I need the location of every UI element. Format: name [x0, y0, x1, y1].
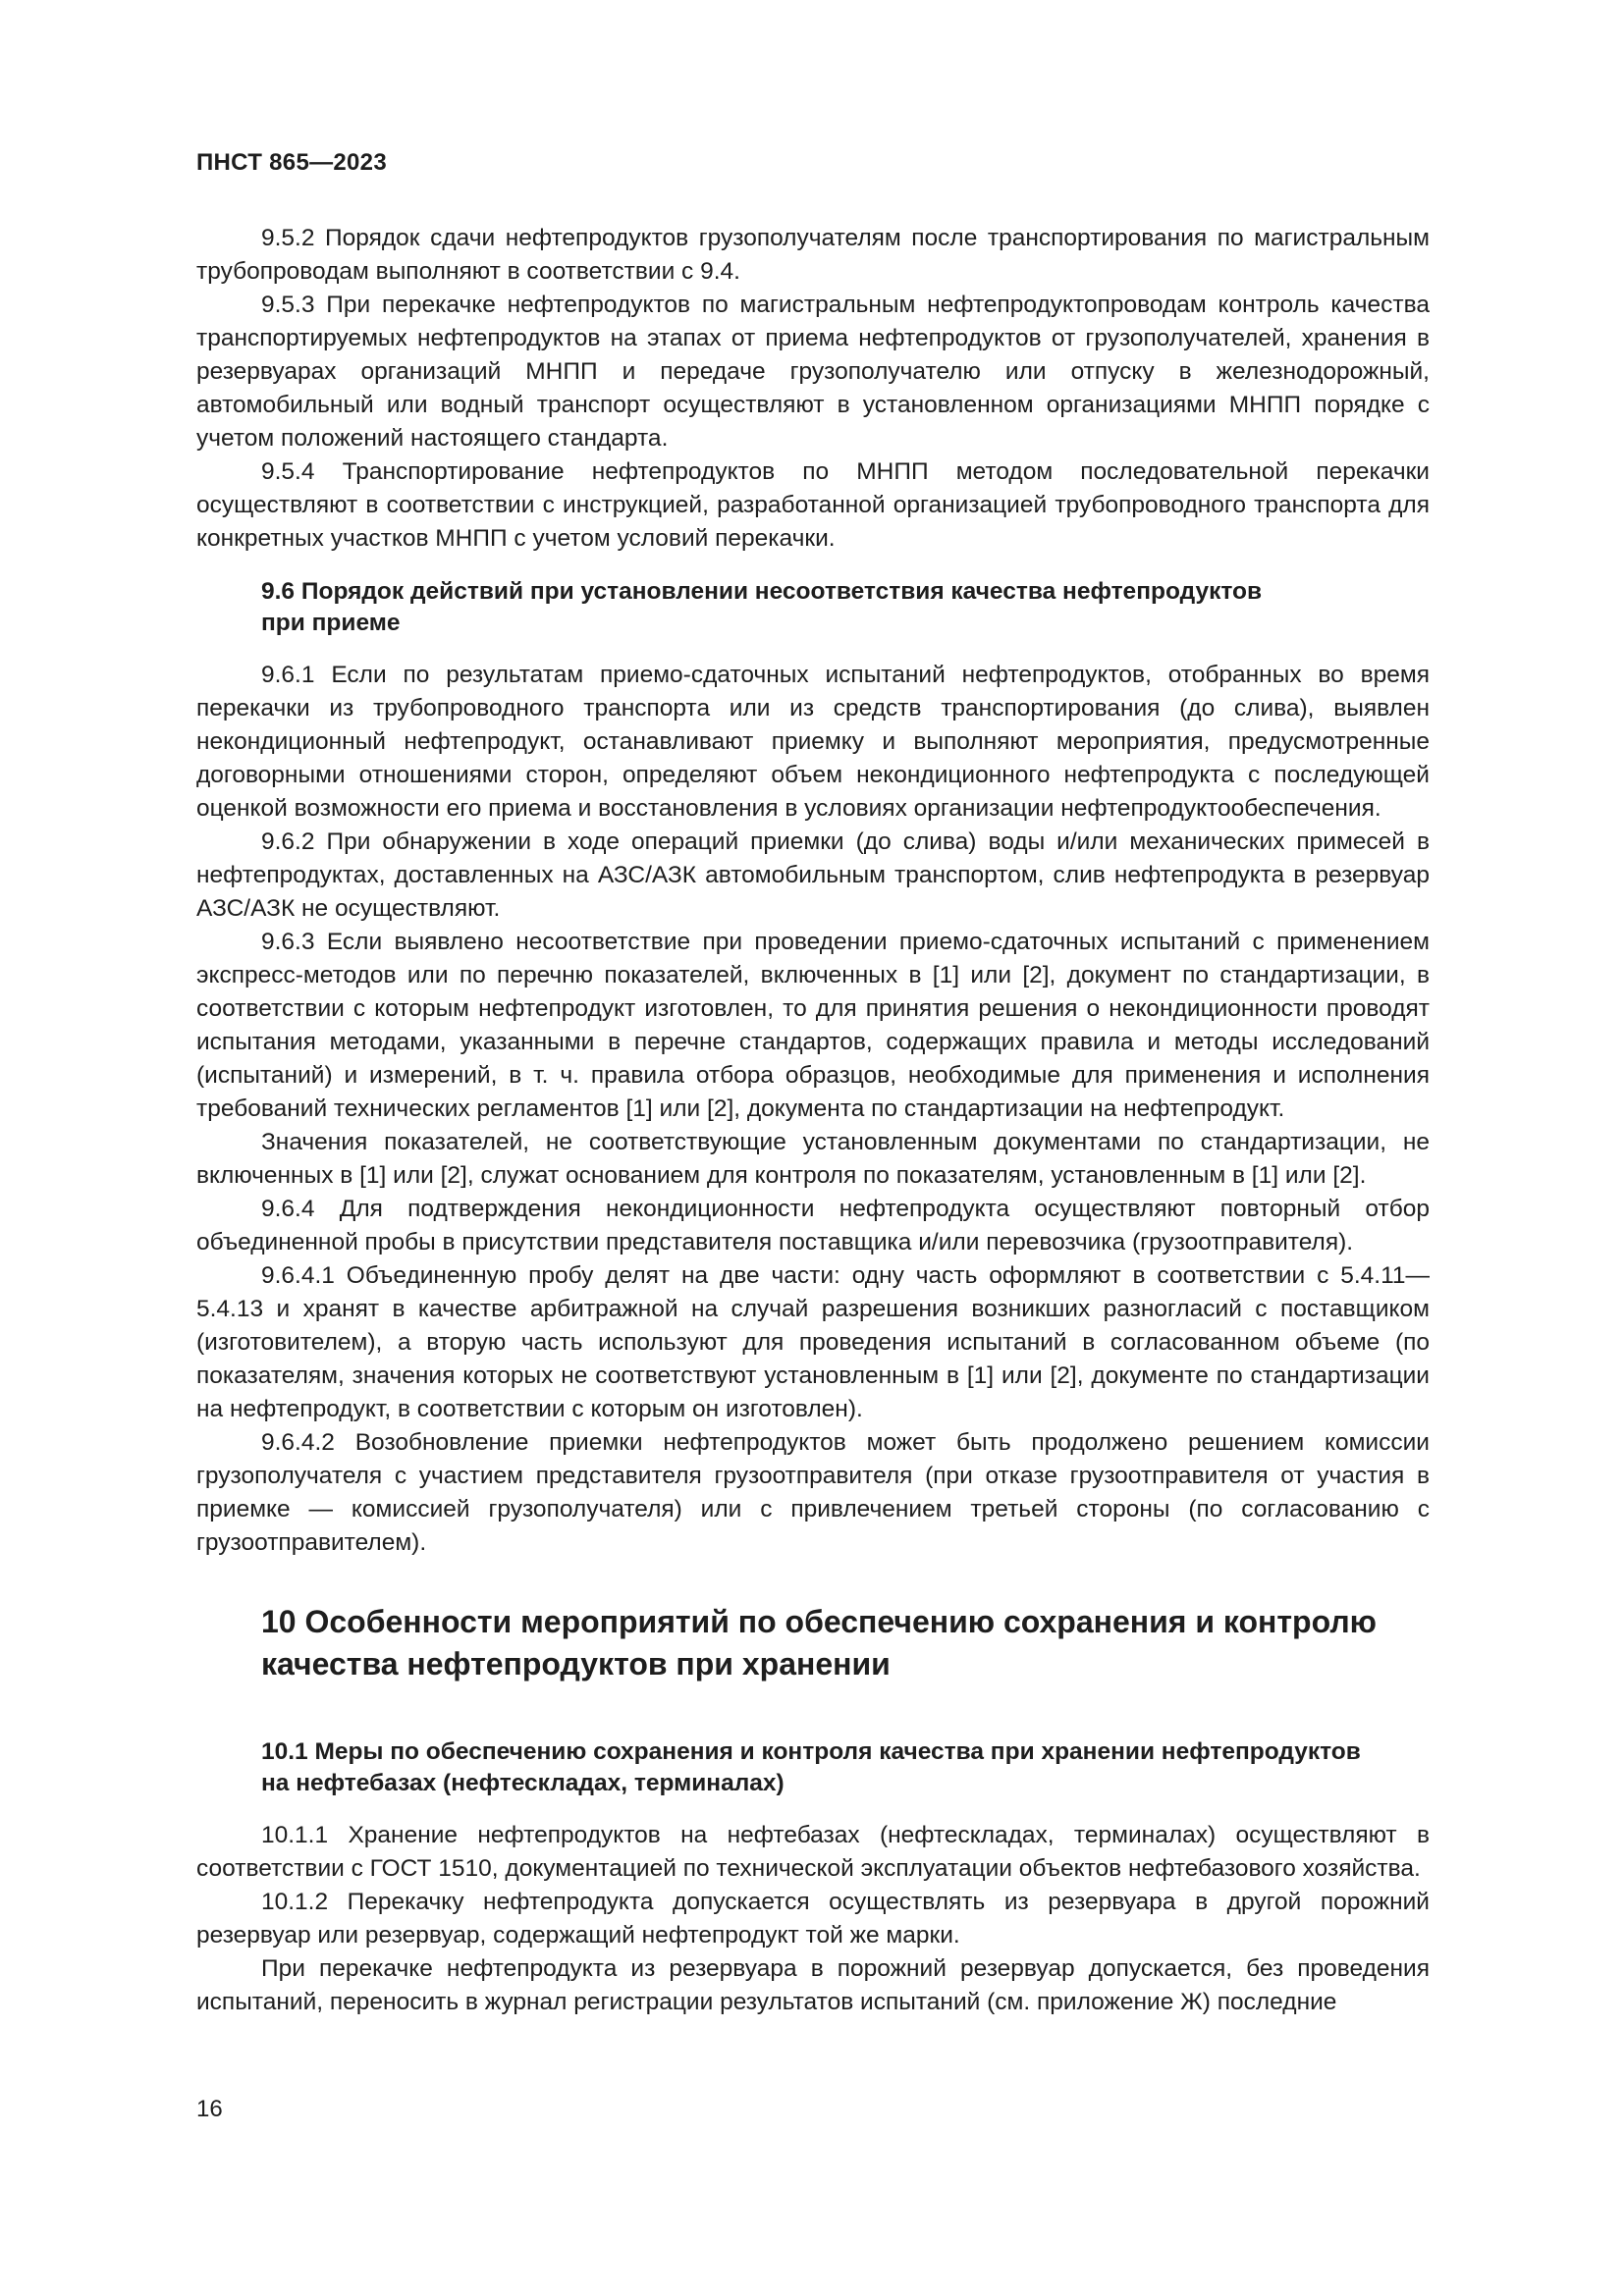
paragraph-10-1-1: 10.1.1 Хранение нефтепродуктов на нефтебазах (нефтескладах, терминалах) осуществляют в соответствии с ГОСТ 1510, документацией по технической эксплуатации объектов нефтебазового хозяйства.: [196, 1822, 1430, 1882]
section-heading-9-6-line1: 9.6 Порядок действий при установлении несоответствия качества нефтепродуктов: [261, 578, 1263, 605]
paragraph-9-6-4-1: 9.6.4.1 Объединенную пробу делят на две части: одну часть оформляют в соответствии с 5.4.11—5.4.13 и хранят в качестве арбитражной на случай разрешения возникших разногласий с поставщиком (изготовителем), а вторую часть используют для проведения испытаний в согласованном объеме (по показателям, значения которых не соответствуют установленным в [1] или [2], документе по стандартизации на нефтепродукт, в соответствии с которым он изготовлен).: [196, 1262, 1430, 1422]
paragraph-9-6-3-values: Значения показателей, не соответствующие установленным документами по стандартизации, не включенных в [1] или [2], служат основанием для контроля по показателям, установленным в [1] или [2].: [196, 1129, 1430, 1189]
section-heading-10-1-line1: 10.1 Меры по обеспечению сохранения и контроля качества при хранении нефтепродуктов: [261, 1738, 1361, 1765]
chapter-heading-10: [196, 1601, 1430, 1685]
paragraph-9-5-2: 9.5.2 Порядок сдачи нефтепродуктов грузополучателям после транспортирования по магистральным трубопроводам выполняют в соответствии с 9.4.: [196, 225, 1430, 285]
section-heading-10-1: [196, 1736, 1430, 1799]
section-heading-9-6: [196, 576, 1430, 639]
paragraph-10-1-2: 10.1.2 Перекачку нефтепродукта допускается осуществлять из резервуара в другой порожний резервуар или резервуар, содержащий нефтепродукт той же марки.: [196, 1889, 1430, 1949]
chapter-heading-10-line1: 10 Особенности мероприятий по обеспечению сохранения и контролю: [261, 1604, 1377, 1639]
paragraph-9-5-4: 9.5.4 Транспортирование нефтепродуктов по МНПП методом последовательной перекачки осуществляют в соответствии с инструкцией, разработанной организацией трубопроводного транспорта для конкретных участков МНПП с учетом условий перекачки.: [196, 458, 1430, 552]
paragraph-9-6-1: 9.6.1 Если по результатам приемо-сдаточных испытаний нефтепродуктов, отобранных во время перекачки из трубопроводного транспорта или из средств транспортирования (до слива), выявлен некондиционный нефтепродукт, останавливают приемку и выполняют мероприятия, предусмотренные договорными отношениями сторон, определяют объем некондиционного нефтепродукта с последующей оценкой возможности его приема и восстановления в условиях организации нефтепродуктообеспечения.: [196, 662, 1430, 822]
section-heading-10-1-line2: на нефтебазах (нефтескладах, терминалах): [261, 1770, 785, 1796]
page-number: 16: [196, 2096, 223, 2122]
page-content: [196, 222, 1430, 2019]
document-code-header: ПНСТ 865—2023: [196, 149, 387, 176]
paragraph-9-5-3: 9.5.3 При перекачке нефтепродуктов по магистральным нефтепродуктопроводам контроль качества транспортируемых нефтепродуктов на этапах от приема нефтепродуктов от грузополучателей, хранения в резервуарах организаций МНПП и передаче грузополучателю или отпуску в железнодорожный, автомобильный или водный транспорт осуществляют в установленном организациями МНПП порядке с учетом положений настоящего стандарта.: [196, 292, 1430, 452]
paragraph-9-6-4: 9.6.4 Для подтверждения некондиционности нефтепродукта осуществляют повторный отбор объединенной пробы в присутствии представителя поставщика и/или перевозчика (грузоотправителя).: [196, 1196, 1430, 1255]
paragraph-9-6-2: 9.6.2 При обнаружении в ходе операций приемки (до слива) воды и/или механических примесей в нефтепродуктах, доставленных на АЗС/АЗК автомобильным транспортом, слив нефтепродукта в резервуар АЗС/АЗК не осуществляют.: [196, 828, 1430, 922]
chapter-heading-10-line2: качества нефтепродуктов при хранении: [261, 1646, 891, 1682]
paragraph-9-6-3: 9.6.3 Если выявлено несоответствие при проведении приемо-сдаточных испытаний с применением экспресс-методов или по перечню показателей, включенных в [1] или [2], документ по стандартизации, в соответствии с которым нефтепродукт изготовлен, то для принятия решения о некондиционности проводят испытания методами, указанными в перечне стандартов, содержащих правила и методы исследований (испытаний) и измерений, в т. ч. правила отбора образцов, необходимые для применения и исполнения требований технических регламентов [1] или [2], документа по стандартизации на нефтепродукт.: [196, 929, 1430, 1122]
paragraph-10-1-2-transfer: При перекачке нефтепродукта из резервуара в порожний резервуар допускается, без проведения испытаний, переносить в журнал регистрации результатов испытаний (см. приложение Ж) последние: [196, 1955, 1430, 2015]
section-heading-9-6-line2: при приеме: [261, 610, 401, 636]
paragraph-9-6-4-2: 9.6.4.2 Возобновление приемки нефтепродуктов может быть продолжено решением комиссии грузополучателя с участием представителя грузоотправителя (при отказе грузоотправителя от участия в приемке — комиссией грузополучателя) или с привлечением третьей стороны (по согласованию с грузоотправителем).: [196, 1429, 1430, 1556]
